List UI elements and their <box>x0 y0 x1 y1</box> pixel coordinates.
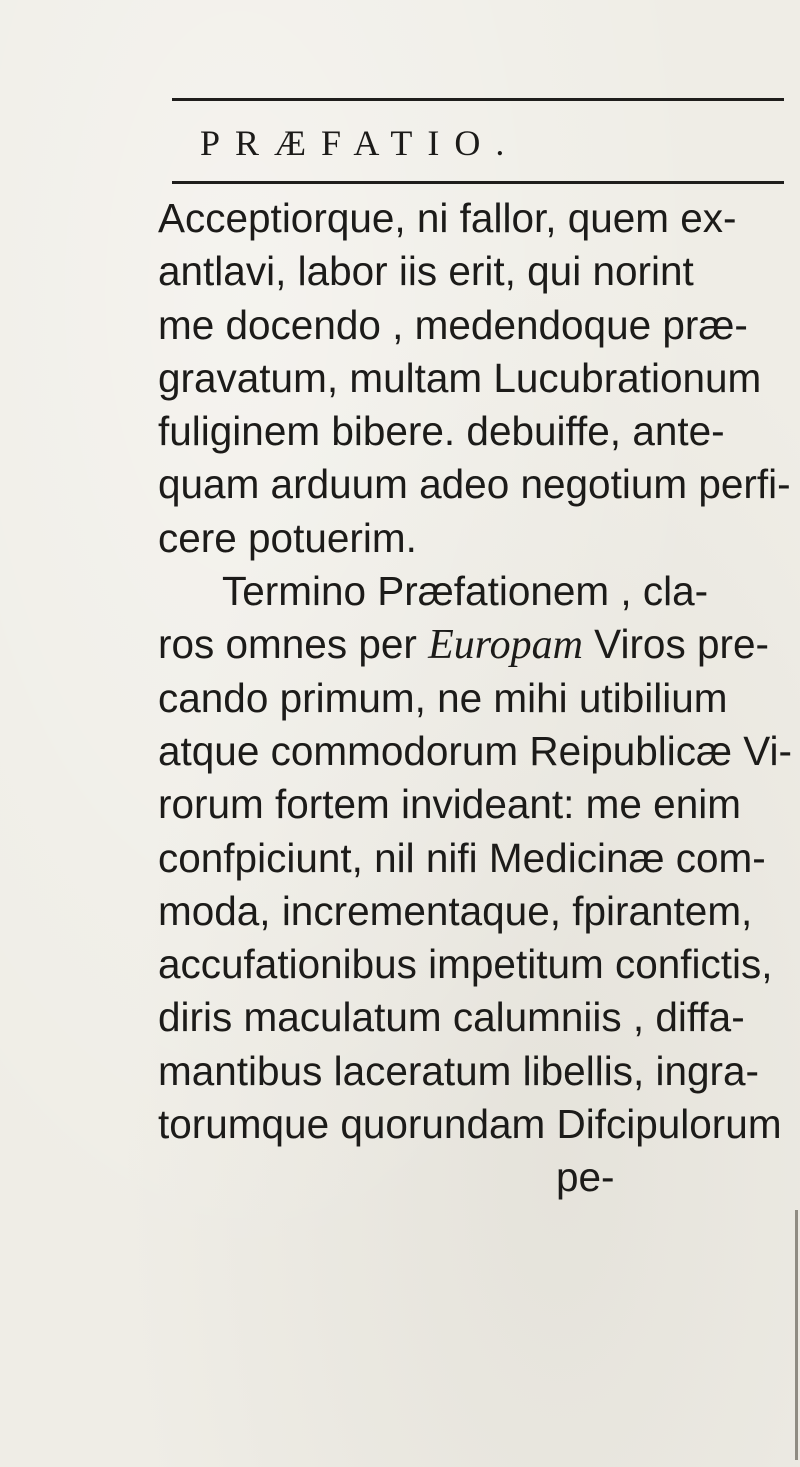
header-rule-bottom <box>172 181 784 184</box>
text-line: mantibus laceratum libellis, ingra- <box>158 1047 759 1094</box>
text-line: atque commodorum Reipublicæ Vi- <box>158 727 793 774</box>
text-line: confpiciunt, nil nifi Medicinæ com- <box>158 834 766 881</box>
running-head <box>200 122 700 164</box>
page-edge-mark <box>795 1210 798 1460</box>
text-line: Acceptiorque, ni fallor, quem ex- <box>158 195 737 241</box>
body-text <box>158 192 798 1205</box>
text-segment: Viros pre- <box>582 621 769 668</box>
text-line: cere potuerim. <box>158 514 417 561</box>
text-line: quam arduum adeo negotium perfi- <box>158 461 791 508</box>
italic-word: Europam <box>428 622 583 669</box>
paragraph-start-line: Termino Præfationem , cla- <box>222 568 709 615</box>
text-line: torumque quorundam Difcipulorum <box>158 1101 782 1148</box>
text-segment: ros omnes per <box>158 621 429 668</box>
text-line: gravatum, multam Lucubrationum <box>158 354 762 401</box>
header-rule-top <box>172 98 784 101</box>
text-line: diris maculatum calumniis , diffa- <box>158 994 745 1041</box>
text-line: antlavi, labor iis erit, qui norint <box>158 248 694 295</box>
text-line-with-italic <box>158 618 798 671</box>
text-line: moda, incrementaque, fpirantem, <box>158 887 753 934</box>
running-head-text: PRÆFATIO. <box>200 123 520 163</box>
text-line: accufationibus impetitum confictis, <box>158 941 773 988</box>
text-line: rorum fortem invideant: me enim <box>158 781 741 828</box>
text-line: cando primum, ne mihi utibilium <box>158 674 728 721</box>
text-line: fuliginem bibere. debuiffe, ante- <box>158 408 725 455</box>
catchword: pe- <box>556 1154 615 1201</box>
text-line: me docendo , medendoque præ- <box>158 301 748 348</box>
